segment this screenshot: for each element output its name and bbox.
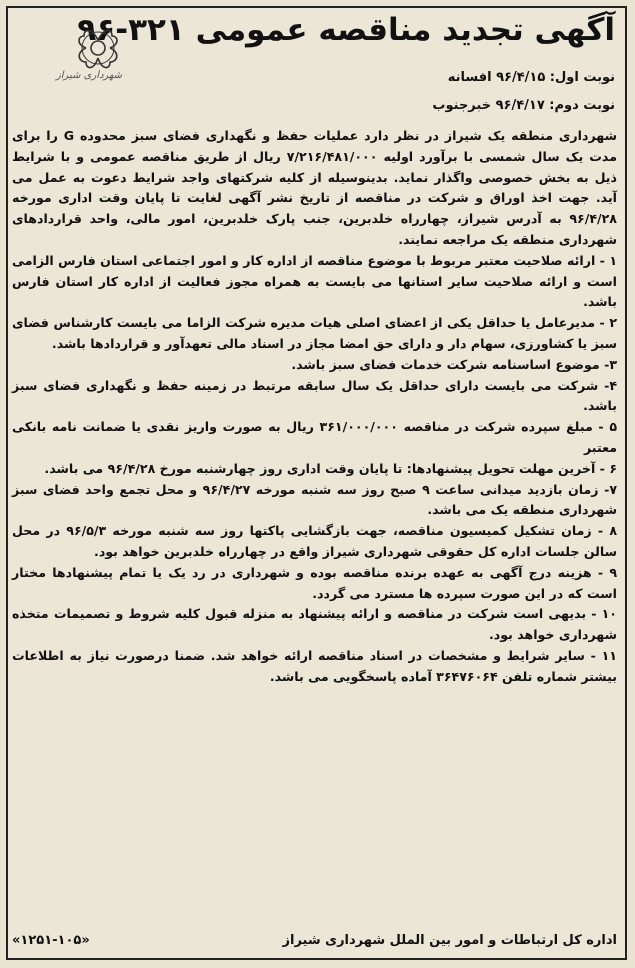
logo-caption: شهرداری شیراز: [55, 70, 123, 81]
notice-title: آگهی تجدید مناقصه عمومی ۳۲۱-۹۶: [77, 12, 615, 48]
shiraz-municipality-logo-icon: [38, 18, 158, 108]
first-round-line: نوبت اول: ۹۶/۴/۱۵ افسانه: [447, 70, 615, 85]
condition-item: ۷- زمان بازدید میدانی ساعت ۹ صبح روز سه شنبه مورخه ۹۶/۴/۲۷ و محل تجمع واحد فضای سبز شهرداری منطقه یک می باشد.: [12, 481, 617, 518]
condition-item: ۹ - هزینه درج آگهی به عهده برنده مناقصه بوده و شهرداری در رد یک یا تمام پیشنهادها مختار است که در این صورت سپرده ها مسترد می گردد.: [12, 564, 617, 601]
condition-item: ۱۱ - سایر شرایط و مشخصات در اسناد مناقصه ارائه خواهد شد. ضمنا درصورت نیاز به اطلاعات بیشتر شماره تلفن ۳۶۴۷۶۰۶۴ آماده پاسخگویی می باشد.: [12, 647, 617, 684]
condition-item: ۸ - زمان تشکیل کمیسیون مناقصه، جهت بازگشایی پاکتها روز سه شنبه مورخه ۹۶/۵/۳ در محل سالن جلسات اداره کل حقوقی شهرداری شیراز واقع در چهارراه خلدبرین خواهد بود.: [12, 523, 617, 559]
condition-item: ۴- شرکت می بایست دارای حداقل یک سال سابقه مرتبط در زمینه حفظ و نگهداری فضای سبز باشد.: [12, 377, 617, 414]
notice-footer: [12, 933, 617, 948]
condition-item: ۳- موضوع اساسنامه شرکت خدمات فضای سبز باشد.: [291, 356, 617, 372]
tender-notice: [6, 6, 627, 960]
condition-item: ۱ - ارائه صلاحیت معتبر مربوط با موضوع مناقصه از اداره کار و امور اجتماعی استان فارس الزامی است و ارائه صلاحیت سایر استانها می بایست به همراه مجوز فعالیت از اداره کار استان فارس باشد.: [12, 252, 617, 310]
notice-body: [12, 126, 617, 688]
intro-paragraph: شهرداری منطقه یک شیراز در نظر دارد عملیات حفظ و نگهداری فضای سبز محدوده G را برای مدت یک سال شمسی با برآورد اولیه ۷/۲۱۶/۴۸۱/۰۰۰ ریال از طریق مناقصه عمومی و با شرایط ذیل به بخش خصوصی واگذار نماید. بدینوسیله از کلیه شرکتهای واجد شرایط دعوت به عمل می آید. جهت اخذ اوراق و شرکت در مناقصه از تاریخ نشر آگهی لغایت تا پایان وقت اداری مورخه ۹۶/۴/۲۸ به آدرس شیراز، چهارراه خلدبرین، جنب پارک خلدبرین، امور مالی، واحد قراردادهای شهرداری منطقه یک مراجعه نمایند.: [12, 128, 618, 247]
condition-item: ۲ - مدیرعامل یا حداقل یکی از اعضای اصلی هیات مدیره شرکت الزاما می بایست کارشناس فضای سبز یا کشاورزی، سهام دار و دارای حق امضا مجاز در اسناد مالی تعهدآور و قراردادها باشد.: [12, 315, 617, 351]
condition-item: ۶ - آخرین مهلت تحویل پیشنهادها: تا پایان وقت اداری روز چهارشنبه مورخ ۹۶/۴/۲۸ می باشد.: [44, 460, 617, 476]
condition-item: ۵ - مبلغ سپرده شرکت در مناقصه ۳۶۱/۰۰۰/۰۰۰ ریال به صورت واریز نقدی یا ضمانت نامه بانکی معتبر: [12, 419, 617, 455]
notice-code: «۱۲۵۱-۱۰۵»: [12, 933, 90, 948]
condition-item: ۱۰ - بدیهی است شرکت در مناقصه و ارائه پیشنهاد به منزله قبول کلیه شروط و تصمیمات متخذه شهرداری خواهد بود.: [12, 606, 617, 643]
second-round-line: نوبت دوم: ۹۶/۴/۱۷ خبرجنوب: [432, 98, 615, 113]
issuer-name: اداره کل ارتباطات و امور بین الملل شهرداری شیراز: [282, 933, 617, 948]
